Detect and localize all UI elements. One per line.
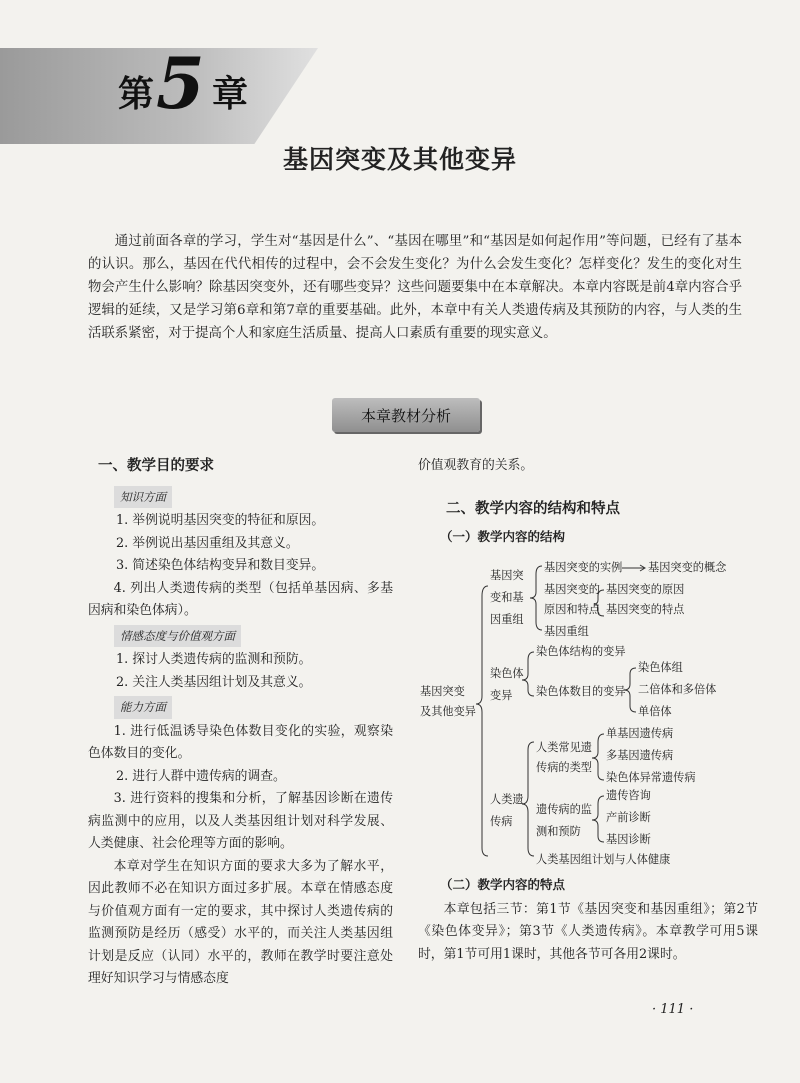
diagram-node: 基因突变的概念 bbox=[648, 561, 727, 574]
diagram-node: 测和预防 bbox=[536, 825, 581, 838]
section-banner: 本章教材分析 bbox=[332, 398, 480, 432]
diagram-node: 因重组 bbox=[490, 613, 524, 626]
diagram-node: 变异 bbox=[490, 689, 513, 702]
diagram-node: 基因突变的 bbox=[544, 583, 600, 596]
diagram-node: 基因重组 bbox=[544, 625, 589, 638]
tag-attitude: 情感态度与价值观方面 bbox=[114, 625, 241, 648]
diagram-node: 染色体 bbox=[490, 667, 524, 680]
diagram-node: 人类基因组计划与人体健康 bbox=[536, 853, 671, 866]
left-column bbox=[88, 455, 393, 991]
diagram-node: 单倍体 bbox=[638, 705, 672, 718]
list-item: 1. 举例说明基因突变的特征和原因。 bbox=[116, 513, 325, 528]
right-column bbox=[418, 455, 758, 551]
diagram-node: 基因诊断 bbox=[606, 833, 651, 846]
diagram-node: 基因突变的实例 bbox=[544, 561, 623, 574]
list-item: 2. 进行人群中遗传病的调查。 bbox=[116, 768, 286, 784]
list-item: 2. 举例说出基因重组及其意义。 bbox=[116, 535, 299, 551]
diagram-node: 原因和特点 bbox=[544, 603, 600, 616]
list-item: 1. 进行低温诱导染色体数目变化的实验，观察染色体数目的变化。 bbox=[88, 723, 393, 761]
subheading-structure: （一）教学内容的结构 bbox=[440, 529, 566, 544]
diagram-node: 基因突变的原因 bbox=[606, 583, 685, 596]
diagram-node: 染色体组 bbox=[638, 661, 683, 674]
list-item: 3. 进行资料的搜集和分析，了解基因诊断在遗传病监测中的应用，以及人类基因组计划对科学发展、人类健康、社会伦理等方面的影响。 bbox=[88, 791, 393, 851]
right-column-bottom bbox=[418, 874, 758, 966]
diagram-node: 基因突变的特点 bbox=[606, 603, 685, 616]
tag-ability: 能力方面 bbox=[114, 696, 172, 719]
body-paragraph: 本章对学生在知识方面的要求大多为了解水平，因此教师不必在知识方面过多扩展。本章在情感态度与价值观方面有一定的要求，其中探讨人类遗传病的监测预防是经历（感受）水平的，而关注人类基因组计划是反应（认同）水平的，教师在教学时要注意处理好知识学习与情感态度 bbox=[88, 858, 393, 986]
subheading-features: （二）教学内容的特点 bbox=[440, 877, 566, 892]
diagram-node: 染色体异常遗传病 bbox=[606, 771, 696, 784]
diagram-node: 染色体结构的变异 bbox=[536, 645, 626, 658]
continued-text: 价值观教育的关系。 bbox=[418, 458, 534, 473]
diagram-root: 基因突变 bbox=[420, 685, 465, 698]
diagram-node: 产前诊断 bbox=[606, 811, 651, 824]
intro-paragraph: 通过前面各章的学习，学生对“基因是什么”、“基因在哪里”和“基因是如何起作用”等问题，已经有了基本的认识。那么，基因在代代相传的过程中，会不会发生变化？为什么会发生变化？怎样变化？发生的变化对生物会产生什么影响？除基因突变外，还有哪些变异？这些问题要集中在本章解决。本章内容既是前4章内容合乎逻辑的延续，又是学习第6章和第7章的重要基础。此外，本章中有关人类遗传病及其预防的内容，与人类的生活联系紧密，对于提高个人和家庭生活质量、提高人口素质有重要的现实意义。 bbox=[88, 234, 742, 341]
diagram-node: 基因突 bbox=[490, 569, 524, 582]
diagram-node: 多基因遗传病 bbox=[606, 749, 674, 762]
diagram-node: 人类遗 bbox=[490, 793, 524, 806]
chapter-label-pre: 第 bbox=[118, 74, 155, 115]
list-item: 3. 简述染色体结构变异和数目变异。 bbox=[116, 558, 325, 573]
diagram-node: 传病的类型 bbox=[536, 761, 592, 774]
section-heading-goals: 一、教学目的要求 bbox=[98, 458, 214, 474]
diagram-node: 单基因遗传病 bbox=[606, 727, 674, 740]
list-item: 2. 关注人类基因组计划及其意义。 bbox=[116, 674, 312, 690]
content-structure-diagram bbox=[418, 556, 758, 872]
tag-knowledge: 知识方面 bbox=[114, 486, 172, 509]
diagram-node: 人类常见遗 bbox=[536, 741, 592, 754]
list-item: 4. 列出人类遗传病的类型（包括单基因病、多基因病和染色体病）。 bbox=[88, 580, 393, 618]
body-paragraph: 本章包括三节：第1节《基因突变和基因重组》；第2节《染色体变异》；第3节《人类遗传病》。本章教学可用5课时，第1节可用1课时，其他各节可各用2课时。 bbox=[418, 901, 758, 962]
diagram-node: 染色体数目的变异 bbox=[536, 685, 626, 698]
chapter-number: 5 bbox=[156, 42, 205, 125]
diagram-node: 遗传咨询 bbox=[606, 789, 651, 802]
diagram-node: 遗传病的监 bbox=[536, 803, 592, 816]
diagram-node: 传病 bbox=[490, 815, 513, 828]
list-item: 1. 探讨人类遗传病的监测和预防。 bbox=[116, 652, 312, 667]
diagram-node: 二倍体和多倍体 bbox=[638, 683, 717, 696]
chapter-label-post: 章 bbox=[212, 74, 249, 115]
section-heading-structure: 二、教学内容的结构和特点 bbox=[446, 500, 620, 517]
diagram-root: 及其他变异 bbox=[420, 705, 476, 718]
diagram-node: 变和基 bbox=[490, 591, 524, 604]
chapter-title: 基因突变及其他变异 bbox=[282, 145, 517, 174]
page-number: · 111 · bbox=[652, 1002, 694, 1017]
